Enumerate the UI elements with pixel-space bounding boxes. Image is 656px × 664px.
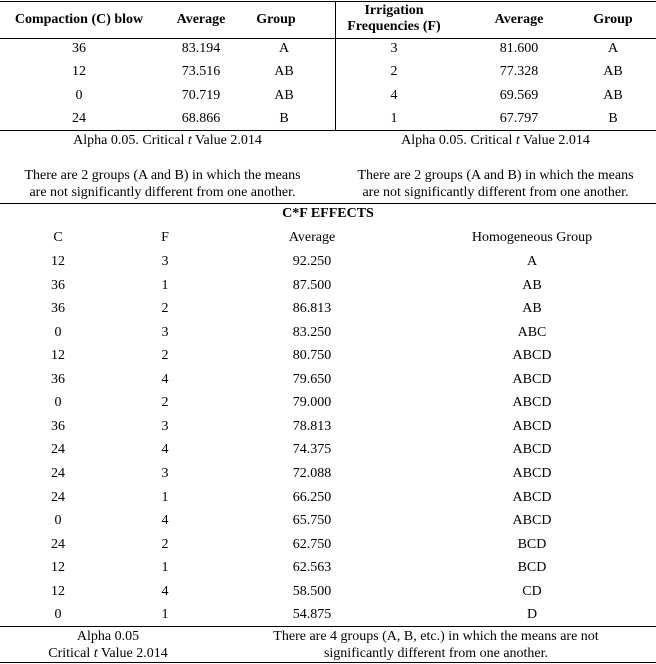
left-row-4-c: 24 xyxy=(72,111,86,126)
upper-tables-bottom-rule xyxy=(0,130,656,131)
cf-row-16-c: 0 xyxy=(54,607,62,622)
cf-header-homogeneous-group: Homogeneous Group xyxy=(471,230,593,245)
cf-row-5-f: 2 xyxy=(161,348,169,363)
left-row-2-group: AB xyxy=(274,64,294,79)
right-row-3-group: AB xyxy=(603,88,623,103)
cf-row-8-f: 3 xyxy=(161,419,169,434)
cf-row-8-c: 36 xyxy=(51,419,65,434)
cf-row-3-c: 36 xyxy=(51,301,65,316)
cf-row-5-avg: 80.750 xyxy=(292,348,332,363)
cf-row-6-avg: 79.650 xyxy=(292,372,332,387)
cf-row-11-avg: 66.250 xyxy=(292,490,332,505)
cf-header-average: Average xyxy=(288,230,336,245)
right-header-average: Average xyxy=(494,12,544,27)
cf-title-top-rule xyxy=(0,203,656,204)
cf-row-4-c: 0 xyxy=(54,325,62,340)
cf-row-5-group: ABCD xyxy=(512,348,552,363)
cf-row-6-c: 36 xyxy=(51,372,65,387)
left-row-3-avg: 70.719 xyxy=(181,88,221,103)
cf-row-11-c: 24 xyxy=(51,490,65,505)
right-groups-note: There are 2 groups (A and B) in which the means are not significantly different from one another. xyxy=(357,168,634,200)
right-row-2-avg: 77.328 xyxy=(499,64,539,79)
cf-row-6-f: 4 xyxy=(161,372,169,387)
left-row-3-group: AB xyxy=(274,88,294,103)
right-row-1-avg: 81.600 xyxy=(499,41,539,56)
cf-row-7-f: 2 xyxy=(161,395,169,410)
right-row-4-f: 1 xyxy=(390,111,398,126)
left-row-4-group: B xyxy=(279,111,289,126)
column-divider xyxy=(335,1,336,130)
cf-row-14-f: 1 xyxy=(161,560,169,575)
cf-row-12-f: 4 xyxy=(161,513,169,528)
cf-row-11-group: ABCD xyxy=(512,490,552,505)
cf-row-1-avg: 92.250 xyxy=(292,254,332,269)
right-header-irrigation: Irrigation Frequencies (F) xyxy=(347,3,441,34)
left-alpha-note: Alpha 0.05. Critical t Value 2.014 xyxy=(73,133,262,148)
header-rule xyxy=(0,38,656,39)
left-row-2-avg: 73.516 xyxy=(181,64,221,79)
cf-row-12-avg: 65.750 xyxy=(292,513,332,528)
cf-row-10-c: 24 xyxy=(51,466,65,481)
right-row-2-f: 2 xyxy=(390,64,398,79)
cf-row-15-group: CD xyxy=(522,584,542,599)
cf-row-4-avg: 83.250 xyxy=(292,325,332,340)
cf-row-15-f: 4 xyxy=(161,584,169,599)
left-row-3-c: 0 xyxy=(75,88,83,103)
right-row-3-avg: 69.569 xyxy=(499,88,539,103)
page-bottom-rule xyxy=(0,662,656,663)
left-row-1-avg: 83.194 xyxy=(181,41,221,56)
cf-row-2-f: 1 xyxy=(161,278,169,293)
cf-row-3-avg: 86.813 xyxy=(292,301,332,316)
left-groups-note: There are 2 groups (A and B) in which the means are not significantly different from one another. xyxy=(24,168,301,200)
cf-row-1-c: 12 xyxy=(51,254,65,269)
cf-row-9-c: 24 xyxy=(51,442,65,457)
cf-row-12-c: 0 xyxy=(54,513,62,528)
left-row-4-avg: 68.866 xyxy=(181,111,221,126)
cf-row-4-f: 3 xyxy=(161,325,169,340)
cf-row-16-group: D xyxy=(526,607,538,622)
cf-footer-alpha: Alpha 0.05 Critical t Value 2.014 xyxy=(48,629,168,661)
right-row-2-group: AB xyxy=(603,64,623,79)
cf-row-7-avg: 79.000 xyxy=(292,395,332,410)
cf-row-7-group: ABCD xyxy=(512,395,552,410)
cf-row-3-f: 2 xyxy=(161,301,169,316)
right-row-4-avg: 67.797 xyxy=(499,111,539,126)
cf-row-1-group: A xyxy=(526,254,538,269)
right-row-1-f: 3 xyxy=(390,41,398,56)
cf-row-16-f: 1 xyxy=(161,607,169,622)
cf-footer-groups: There are 4 groups (A, B, etc.) in which the means are not significantly different from one another. xyxy=(273,629,599,661)
cf-row-9-group: ABCD xyxy=(512,442,552,457)
cf-row-14-group: BCD xyxy=(517,560,547,575)
cf-row-14-avg: 62.563 xyxy=(292,560,332,575)
cf-row-1-f: 3 xyxy=(161,254,169,269)
cf-row-14-c: 12 xyxy=(51,560,65,575)
right-row-3-f: 4 xyxy=(390,88,398,103)
cf-row-13-avg: 62.750 xyxy=(292,537,332,552)
left-row-2-c: 12 xyxy=(72,64,86,79)
left-row-1-group: A xyxy=(278,41,290,56)
right-row-4-group: B xyxy=(608,111,618,126)
cf-row-9-avg: 74.375 xyxy=(292,442,332,457)
cf-row-3-group: AB xyxy=(522,301,542,316)
left-header-group: Group xyxy=(256,12,296,27)
cf-row-9-f: 4 xyxy=(161,442,169,457)
left-row-1-c: 36 xyxy=(72,41,86,56)
cf-header-f: F xyxy=(161,230,169,245)
top-rule xyxy=(0,1,656,2)
cf-row-5-c: 12 xyxy=(51,348,65,363)
cf-row-8-avg: 78.813 xyxy=(292,419,332,434)
left-header-average: Average xyxy=(176,12,226,27)
cf-row-6-group: ABCD xyxy=(512,372,552,387)
cf-row-12-group: ABCD xyxy=(512,513,552,528)
cf-row-2-group: AB xyxy=(522,278,542,293)
cf-row-16-avg: 54.875 xyxy=(292,607,332,622)
cf-row-10-group: ABCD xyxy=(512,466,552,481)
cf-row-8-group: ABCD xyxy=(512,419,552,434)
cf-header-c: C xyxy=(53,230,63,245)
left-header-compaction: Compaction (C) blow xyxy=(14,12,144,27)
right-header-group: Group xyxy=(593,12,633,27)
cf-row-2-c: 36 xyxy=(51,278,65,293)
cf-row-10-f: 3 xyxy=(161,466,169,481)
right-alpha-note: Alpha 0.05. Critical t Value 2.014 xyxy=(401,133,590,148)
cf-bottom-rule xyxy=(0,626,656,627)
cf-row-15-avg: 58.500 xyxy=(292,584,332,599)
cf-row-13-c: 24 xyxy=(51,537,65,552)
cf-row-15-c: 12 xyxy=(51,584,65,599)
cf-row-11-f: 1 xyxy=(161,490,169,505)
cf-row-13-group: BCD xyxy=(517,537,547,552)
cf-row-7-c: 0 xyxy=(54,395,62,410)
cf-row-10-avg: 72.088 xyxy=(292,466,332,481)
cf-row-13-f: 2 xyxy=(161,537,169,552)
cf-row-4-group: ABC xyxy=(517,325,547,340)
cf-row-2-avg: 87.500 xyxy=(292,278,332,293)
right-row-1-group: A xyxy=(607,41,619,56)
cf-title: C*F EFFECTS xyxy=(282,206,374,221)
